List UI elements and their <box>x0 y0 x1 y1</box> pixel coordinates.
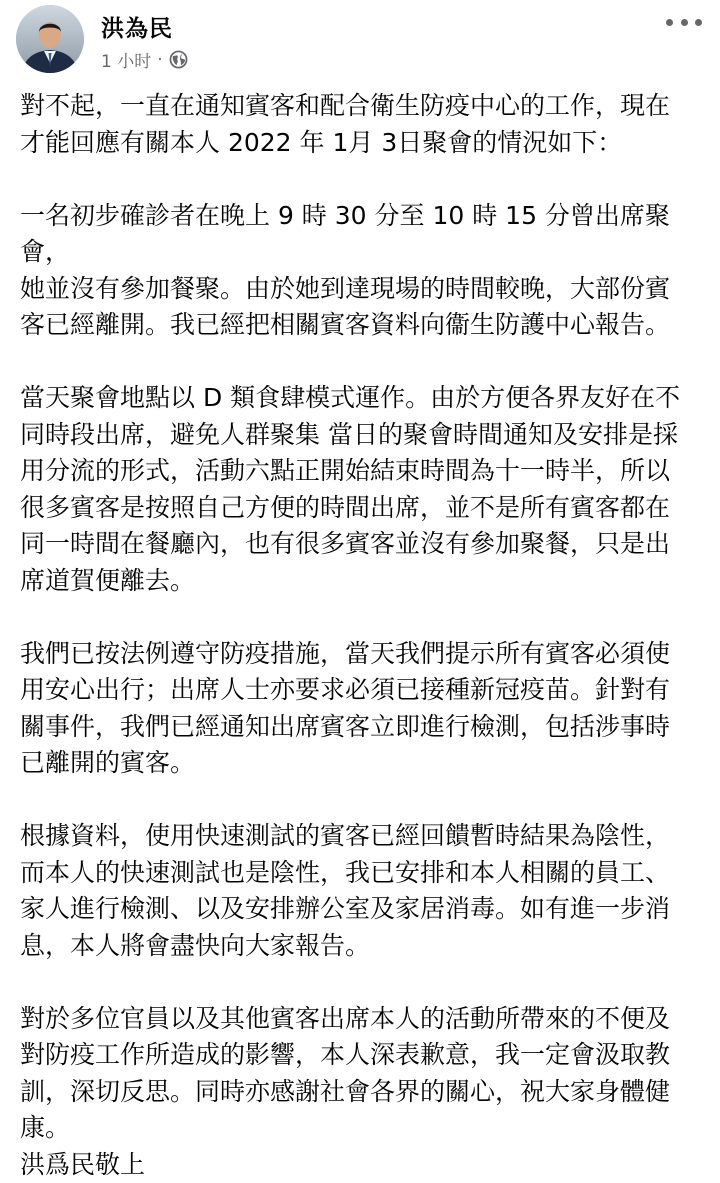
text-line: 才能回應有關本人 2022 年 1月 3日聚會的情況如下： <box>20 128 622 157</box>
post-body <box>20 88 704 1183</box>
text-line: 康。 <box>20 1113 70 1142</box>
text-line: 同時段出席，避免人群聚集 當日的聚會時間通知及安排是採 <box>20 420 678 449</box>
text-line: 她並沒有參加餐聚。由於她到達現場的時間較晚，大部份賓 <box>20 274 670 303</box>
text-line: 席道賀便離去。 <box>20 566 195 595</box>
post-paragraph <box>20 88 704 161</box>
more-options-button[interactable] <box>666 14 702 30</box>
text-line: 對於多位官員以及其他賓客出席本人的活動所帶來的不便及 <box>20 1004 670 1033</box>
text-line: 而本人的快速測試也是陰性，我已安排和本人相關的員工、 <box>20 858 670 887</box>
text-line: 息，本人將會盡快向大家報告。 <box>20 931 370 960</box>
text-line: 我們已按法例遵守防疫措施，當天我們提示所有賓客必須使 <box>20 639 670 668</box>
text-line: 用分流的形式，活動六點正開始結束時間為十一時半，所以 <box>20 456 670 485</box>
text-line: 根據資料，使用快速測試的賓客已經回饋暫時結果為陰性， <box>20 821 670 850</box>
avatar[interactable] <box>16 5 84 73</box>
text-line: 客已經離開。我已經把相關賓客資料向衞生防護中心報告。 <box>20 310 670 339</box>
post-header <box>0 0 720 80</box>
text-line: 已離開的賓客。 <box>20 748 195 777</box>
text-line: 關事件，我們已經通知出席賓客立即進行檢測，包括涉事時 <box>20 712 670 741</box>
meta-separator: · <box>157 50 162 70</box>
signature: 洪爲民敬上 <box>20 1150 145 1179</box>
post-paragraph <box>20 198 704 344</box>
post-timestamp[interactable]: 1 小时 <box>101 47 151 72</box>
globe-icon[interactable] <box>169 50 188 69</box>
post-paragraph <box>20 818 704 964</box>
post-paragraph <box>20 636 704 782</box>
text-line: 家人進行檢測、以及安排辦公室及家居消毒。如有進一步消 <box>20 894 670 923</box>
author-name[interactable]: 洪為民 <box>101 10 173 43</box>
text-line: 同一時間在餐廳內，也有很多賓客並沒有參加聚餐，只是出 <box>20 529 670 558</box>
more-dots-icon <box>666 19 673 26</box>
text-line: 一名初步確診者在晚上 9 時 30 分至 10 時 15 分曾出席聚會， <box>20 201 670 267</box>
text-line: 用安心出行；出席人士亦要求必須已接種新冠疫苗。針對有 <box>20 675 670 704</box>
text-line: 訓，深切反思。同時亦感謝社會各界的關心，祝大家身體健 <box>20 1077 670 1106</box>
post-meta <box>101 47 188 72</box>
text-line: 對防疫工作所造成的影響，本人深表歉意，我一定會汲取教 <box>20 1040 670 1069</box>
text-line: 很多賓客是按照自己方便的時間出席，並不是所有賓客都在 <box>20 493 670 522</box>
text-line: 對不起，一直在通知賓客和配合衛生防疫中心的工作，現在 <box>20 91 670 120</box>
post-paragraph <box>20 1001 704 1183</box>
more-dots-icon <box>695 19 702 26</box>
more-dots-icon <box>681 19 688 26</box>
post-paragraph <box>20 380 704 599</box>
text-line: 當天聚會地點以 D 類食肆模式運作。由於方便各界友好在不 <box>20 383 680 412</box>
